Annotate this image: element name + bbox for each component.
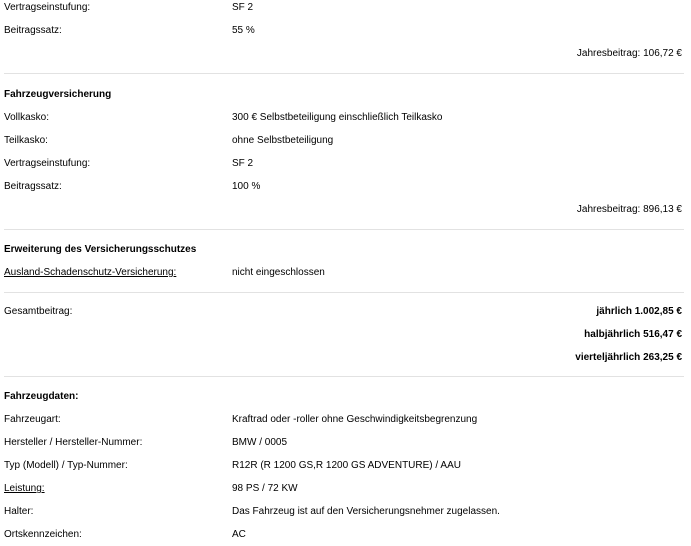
annual-premium: Jahresbeitrag: 106,72 € <box>576 48 682 59</box>
row-value: 55 % <box>232 25 255 36</box>
total-quarterly: vierteljährlich 263,25 € <box>575 352 682 363</box>
summary-row <box>4 0 684 19</box>
total-premium-row <box>4 323 684 346</box>
row-label: Typ (Modell) / Typ-Nummer: <box>4 460 128 471</box>
section-title-fahrzeugversicherung: Fahrzeugversicherung <box>4 89 112 100</box>
row-label: Vertragseinstufung: <box>4 2 91 13</box>
row-value: SF 2 <box>232 2 254 13</box>
annual-premium-row <box>4 198 684 221</box>
section-title-fahrzeugdaten: Fahrzeugdaten: <box>4 391 79 402</box>
row-value: BMW / 0005 <box>232 437 288 448</box>
row-value: 300 € Selbstbeteiligung einschließlich Teilkasko <box>232 112 443 123</box>
summary-row <box>4 500 684 523</box>
summary-row <box>4 454 684 477</box>
summary-row <box>4 19 684 42</box>
summary-row <box>4 431 684 454</box>
row-label: Vollkasko: <box>4 112 50 123</box>
total-premium-row <box>4 346 684 369</box>
summary-row <box>4 152 684 175</box>
row-value: ohne Selbstbeteiligung <box>232 135 334 146</box>
row-label: Ortskennzeichen: <box>4 529 82 540</box>
summary-row <box>4 523 684 546</box>
row-value: Das Fahrzeug ist auf den Versicherungsnehmer zugelassen. <box>232 506 500 517</box>
row-label: Teilkasko: <box>4 135 48 146</box>
summary-row <box>4 129 684 152</box>
annual-premium-row <box>4 42 684 65</box>
annual-premium: Jahresbeitrag: 896,13 € <box>576 204 682 215</box>
row-label: Vertragseinstufung: <box>4 158 91 169</box>
total-annual: jährlich 1.002,85 € <box>596 306 682 317</box>
total-semiannual: halbjährlich 516,47 € <box>584 329 682 340</box>
total-premium-label: Gesamtbeitrag: <box>4 306 73 317</box>
summary-row <box>4 408 684 431</box>
insurance-summary <box>4 0 684 546</box>
summary-row <box>4 477 684 500</box>
row-value: R12R (R 1200 GS,R 1200 GS ADVENTURE) / AAU <box>232 460 461 471</box>
row-value: 100 % <box>232 181 261 192</box>
ausland-schadenschutz-link[interactable]: Ausland-Schadenschutz-Versicherung: <box>4 267 177 278</box>
row-label: Beitragssatz: <box>4 25 62 36</box>
row-value: SF 2 <box>232 158 254 169</box>
section-title-erweiterung: Erweiterung des Versicherungsschutzes <box>4 244 197 255</box>
row-value: AC <box>232 529 246 540</box>
row-label: Beitragssatz: <box>4 181 62 192</box>
summary-row <box>4 106 684 129</box>
summary-row <box>4 261 684 284</box>
row-label: Fahrzeugart: <box>4 414 61 425</box>
row-value: Kraftrad oder -roller ohne Geschwindigkeitsbegrenzung <box>232 414 478 425</box>
summary-row <box>4 175 684 198</box>
total-premium-row <box>4 300 684 323</box>
row-label: Halter: <box>4 506 34 517</box>
leistung-link[interactable]: Leistung: <box>4 483 45 494</box>
row-label: Hersteller / Hersteller-Nummer: <box>4 437 143 448</box>
row-value: 98 PS / 72 KW <box>232 483 298 494</box>
row-value: nicht eingeschlossen <box>232 267 325 278</box>
